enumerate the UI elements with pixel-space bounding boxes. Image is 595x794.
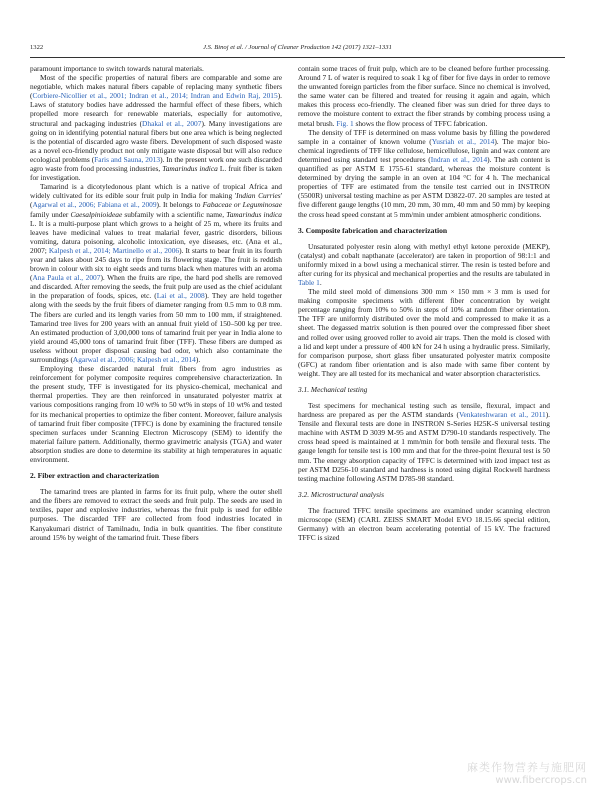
paragraph: The tamarind trees are planted in farms for its fruit pulp, where the outer shell and the fibers are removed to extract the seeds and fruit pulp. The seeds are used in textiles, paper and explosive industries, whereas the fruit pulp is used for edible purposes. The discarded TFF are collected from food industries located in Kanyakumari district of Tamilnadu, India in bulk quantities. The fiber constitute around 15% by weight of the tamarind fruit. These fibers (30, 487, 282, 542)
subsection-heading: 3.1. Mechanical testing (298, 385, 368, 394)
citation-link[interactable]: Yusriah et al., 2014 (431, 136, 495, 146)
paragraph: Employing these discarded natural fruit fibers from agro industries as reinforcement for polymer composite requires comprehensive characterization. In the present study, TFF is investigated for its physico-chemical, mechanical and thermal properties. They are then reinforced in unsaturated polyester matrix at various compositions ranging from 10 wt% to 50 wt% in steps of 10 wt% and tested for its mechanical properties to optimize the fiber content. Moreover, failure analysis of tamarind fruit fiber composite (TFFC) is done by examining the fractured tensile specimen surfaces under Scanning Electron Microscopy (SEM) to identify the material failure pattern. Additionally, thermo gravimetric analysis (TGA) and water absorption studies are done to determine its stability at high temperatures in aquatic environment. (30, 364, 282, 465)
right-column (298, 64, 550, 542)
section-heading: 3. Composite fabrication and characterization (298, 225, 448, 235)
running-header (30, 44, 565, 56)
watermark (467, 759, 587, 786)
section-heading: 2. Fiber extraction and characterization (30, 471, 160, 481)
page-number: 1322 (30, 44, 44, 51)
table-link[interactable]: Table 1 (298, 277, 320, 287)
journal-citation: J.S. Binoj et al. / Journal of Cleaner Production 142 (2017) 1321–1331 (203, 44, 392, 51)
header-rule (30, 57, 565, 58)
citation-link[interactable]: Agarwal et al., 2006; Kalpesh et al., 2014 (72, 355, 196, 364)
citation-link[interactable]: Ana Paula et al., 2007 (32, 273, 101, 283)
paragraph: The fractured TFFC tensile specimens are examined under scanning electron microscope (SEM) (CARL ZEISS SMART Model EVO 18.15.66 special edition, Germany) with an electron beam accelerating potential of 15 kV. The fractured TFFC is sized (298, 505, 550, 543)
paragraph: Tamarind is a dicotyledonous plant which is a native of tropical Africa and widely cultivated for its edible sour fruit pulp in India for making 'Indian Curries' (Agarwal et al., 2006; Fabiana et al., 2009). It belongs to Fabaceae or Leguminosae family under Caesalpinioideae subfamily with a scientific name, Tamarindus indica L. It is a multi-purpose plant which grows to a height of 25 m, where its fruits and leaves have medicinal values to treat malarial fever, gastric disorders, bilious vomiting, datura poisoning, alcoholic intoxication, eye diseases, etc. (Ana et al., 2007; Kalpesh et al., 2014; Martinello et al., 2006). It starts to bear fruit in its fourth year and takes about 245 days to ripe from its flowering stage. The fruit is reddish brown in colour with six to eight seeds and turns black when matures with an aroma (Ana Paula et al., 2007). When the fruits are ripe, the hard pod shells are removed and discarded. After removing the seeds, the fruit pulp are used as the chief acidulant in the preparation of foods, spices, etc. (Lai et al., 2008). They are held together along with the seeds by the fruit fibers of diameter ranging from 0.5 mm to 0.8 mm. The fibers are curled and its length varies from 50 mm to 100 mm, if straightened. Tamarind tree lives for 200 years with an annual fruit yield of 150–500 kg per tree. An estimated production of 3,00,000 tons of tamarind fruit per year in India alone to yield around 45,000 tons of tamarind fruit fiber (TFF). These fibers are dumped as useless without proper disposal causing bad odor, which also contaminate the surroundings (Agarwal et al., 2006; Kalpesh et al., 2014). (30, 182, 283, 364)
citation-link[interactable]: Venkateshwaran et al., 2011 (458, 410, 546, 420)
citation-link[interactable]: Indran et al., 2014 (430, 154, 488, 164)
paragraph: Unsaturated polyester resin along with methyl ethyl ketone peroxide (MEKP), (catalyst) and cobalt napthanate (accelerator) are taken in proportion of 98:1:1 and uniformly mixed in a bowl using a mechanical stirrer. The resin is tested before and after curing for its physical and mechanical properties and the results are tabulated in Table 1. (298, 241, 550, 287)
citation-link[interactable]: Kalpesh et al., 2014; Martinello et al., 2006 (48, 245, 180, 255)
left-column (30, 64, 282, 542)
watermark-url: www.fibercrops.cn (495, 775, 587, 786)
paragraph: The density of TFF is determined on mass volume basis by filling the powdered sample in a container of known volume (Yusriah et al., 2014). The major bio-chemical ingredients of TFF like cellulose, hemicellulose, lignin and wax content are determined using standard test procedures (Indran et al., 2014). The ash content is quantified as per ASTM E 1755-61 standard, whereas the moisture content is determined by drying the sample in an oven at 104 °C for 4 h. The mechanical properties of TFF are estimated from the tensile test carried out in INSTRON (5500R) universal testing machine as per ASTM D3822-07. 20 samples are tested at five different gauge lengths (10 mm, 20 mm, 30 mm, 40 mm and 50 mm) by keeping the cross head speed constant at 5 mm/min under ambient atmospheric conditions. (298, 127, 551, 219)
citation-link[interactable]: Lai et al., 2008 (156, 291, 205, 301)
paragraph: paramount importance to switch towards natural materials. (30, 64, 204, 73)
figure-link[interactable]: Fig. 1 (336, 118, 354, 128)
subsection-heading: 3.2. Microstructural analysis (298, 489, 384, 499)
paragraph: Test specimens for mechanical testing such as tensile, flexural, impact and hardness are prepared as per the ASTM standards (Venkateshwaran et al., 2011). Tensile and flexural tests are done in INSTRON S-Series H25K-S universal testing machine with ASTM D 3039 M-95 and ASTM D790-10 standards respectively. The cross head speed is maintained at 1 mm/min for both tensile and flexural tests. The gauge length for tensile test is 100 mm and that for the three-point flexural test is 50 mm. The energy absorption capacity of TFFC is determined with izod impact test as per ASTM D256-10 standard and hardness is noted using digital Rockwell hardness testing machine following ASTM D785-98 standard. (298, 401, 550, 483)
watermark-title: 麻类作物营养与施肥网 (467, 761, 587, 774)
paragraph: Most of the specific properties of natural fibers are comparable and some are negotiable, which makes natural fibers capable of replacing many synthetic fibers (Corbiere-Nicollier et al., 2001; Indran et al., 2014; Indran and Edwin Raj, 2015). Laws of statutory bodies have addressed the harmful effect of these fibers, which propelled more research for renewable materials, especially for automotive, structural and packaging industries (Dhakal et al., 2007). Many investigations are going on in identifying potential natural fibers but one area which is being neglected is the potential of discarded agro waste fibers. Development of such disposed waste as a novel eco-friendly product not only mitigate waste disposal but will also reduce ecological problems (Faris and Sauna, 2013). In the present work one such discarded agro waste from food processing industries, Tamarindus indica L. fruit fiber is taken for investigation. (30, 73, 283, 183)
citation-link[interactable]: Agarwal et al., 2006; Fabiana et al., 2009 (32, 200, 157, 210)
paragraph: The mild steel mold of dimensions 300 mm × 150 mm × 3 mm is used for making composite specimens with different fiber concentration by weight percentage ranging from 10% to 50% in steps of 10% at random fiber orientation. The TFF are uniformly distributed over the mold and compressed to make it as a sheet. The degassed matrix solution is then poured over the compressed fiber sheet and rolled over using grooved roller to avoid air traps. Then the mold is closed with a lid and kept under a pressure of 400 kN for 24 h using a hydraulic press. Similarly, for comparison purpose, short glass fiber unsaturated polyester matrix composite (GFC) at random fiber orientation and is also made with same fiber content by weight. They are all tested for its mechanical and water absorption characteristics. (298, 287, 550, 378)
citation-link[interactable]: Faris and Sauna, 2013 (94, 154, 161, 164)
citation-link[interactable]: Corbiere-Nicollier et al., 2001; Indran et al., 2014; Indran and Edwin Raj, 2015 (32, 91, 278, 101)
citation-link[interactable]: Dhakal et al., 2007 (142, 118, 202, 128)
paragraph: contain some traces of fruit pulp, which are to be cleaned before further processing. Around 7 L of water is required to soak 1 kg of fiber for five days in order to remove the unwanted foreign particles from the fiber surface. Since no chemical is involved, the same water can be filtered and treated for reusing it again and again, which makes this process eco-friendly. The cleaned fiber was sun dried for three days to remove the moisture content to extract the fiber strands by combing process using a metal brush. Fig. 1 shows the flow process of TFFC fabrication. (298, 64, 550, 128)
